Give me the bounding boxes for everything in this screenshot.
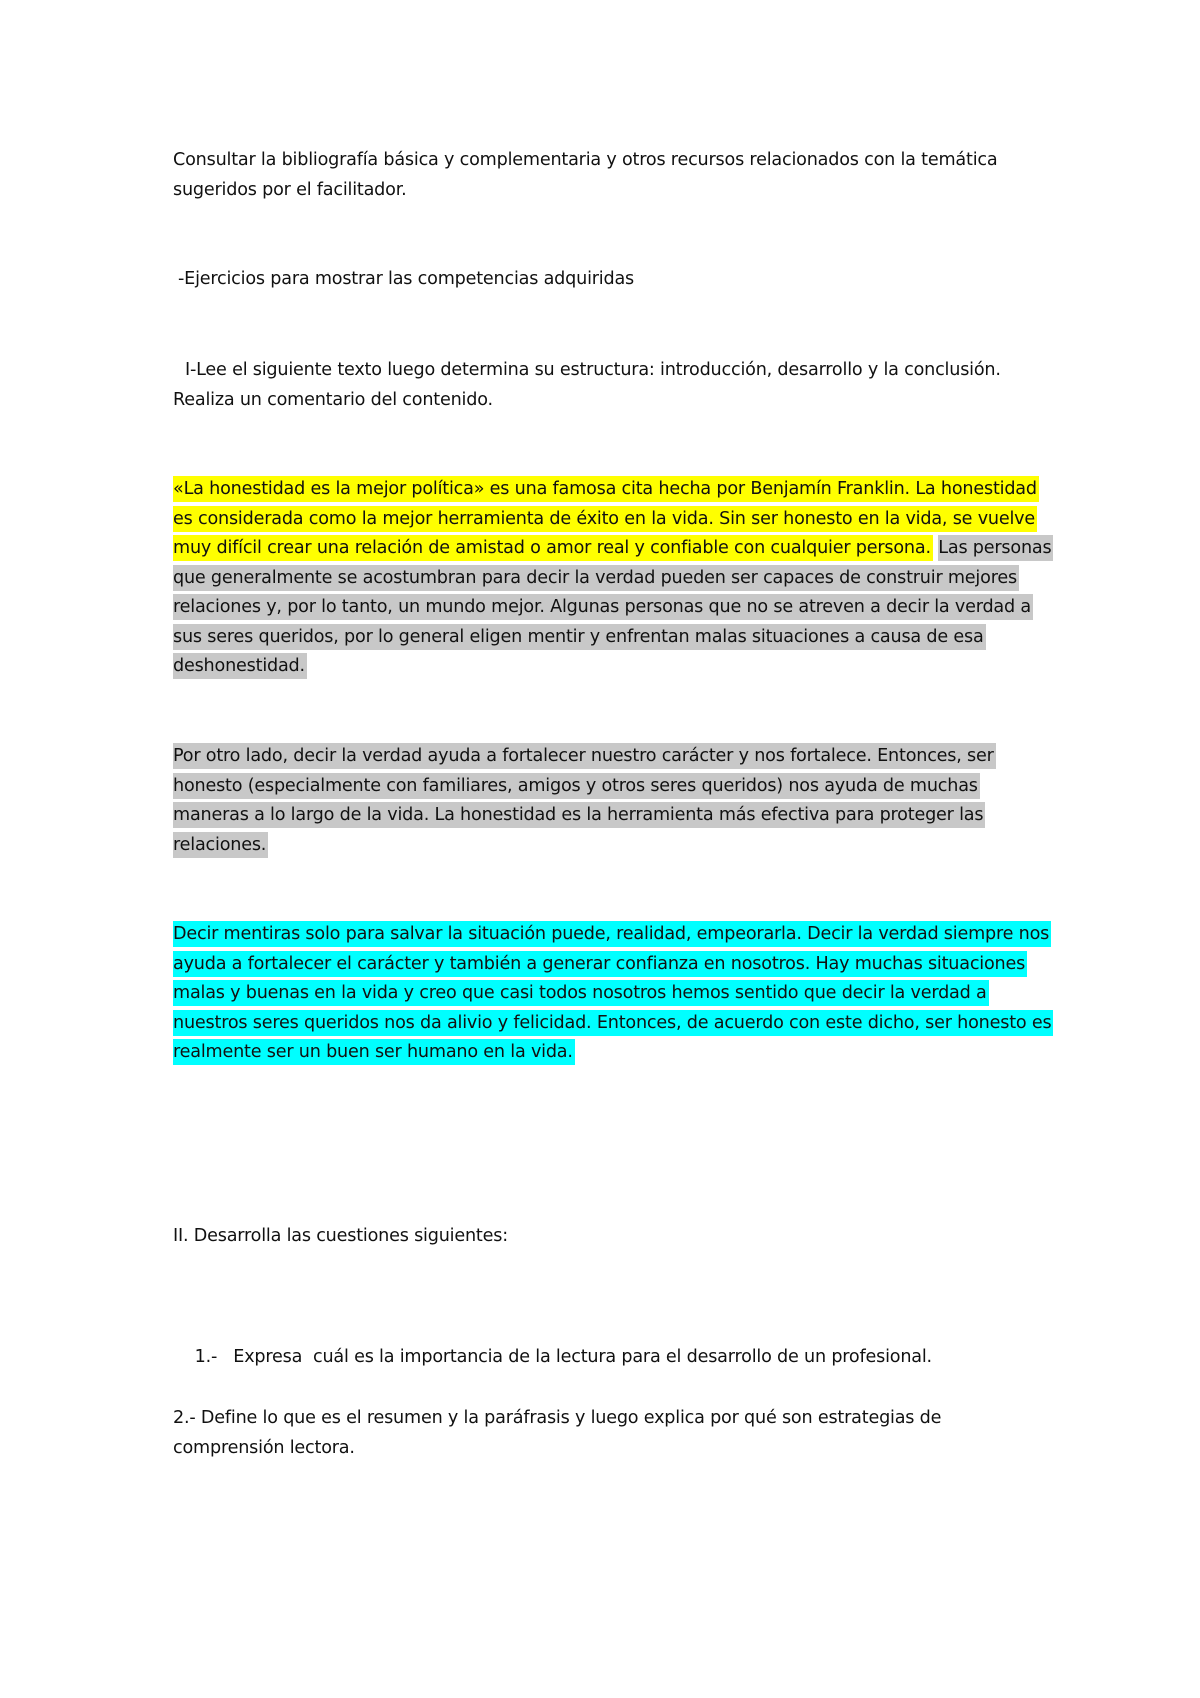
intro-paragraph xyxy=(173,146,1053,205)
instruction-paragraph xyxy=(173,356,1053,415)
exercises-heading xyxy=(178,265,1058,295)
question-2 xyxy=(173,1404,1053,1463)
passage-1-yellow-highlight: «La honestidad es la mejor política» es una famosa cita hecha por Benjamín Franklin. La honestidad es considerada como la mejor herramienta de éxito en la vida. Sin ser honesto en la vida, se vuelve muy difícil crear una relación de amistad o amor real y confiable con cualquier persona. xyxy=(173,476,1039,561)
passage-paragraph-2 xyxy=(173,742,1053,860)
intro-text: Consultar la bibliografía básica y complementaria y otros recursos relacionados con la temática sugeridos por el facilitador. xyxy=(173,150,998,200)
instruction-text: I-Lee el siguiente texto luego determina su estructura: introducción, desarrollo y la conclusión. Realiza un comentario del contenido. xyxy=(173,360,1001,410)
passage-paragraph-3 xyxy=(173,920,1053,1068)
passage-3-cyan-highlight: Decir mentiras solo para salvar la situación puede, realidad, empeorarla. Decir la verdad siempre nos ayuda a fortalecer el carácter y también a generar confianza en nosotros. Hay muchas situaciones malas y buenas en la vida y creo que casi todos nosotros hemos sentido que decir la verdad a nuestros seres queridos nos da alivio y felicidad. Entonces, de acuerdo con este dicho, ser honesto es realmente ser un buen ser humano en la vida. xyxy=(173,921,1053,1065)
exercises-heading-text: -Ejercicios para mostrar las competencias adquiridas xyxy=(178,269,634,289)
section-2-heading xyxy=(173,1222,1053,1252)
passage-paragraph-1 xyxy=(173,475,1053,682)
question-1 xyxy=(173,1313,1053,1402)
question-2-text: 2.- Define lo que es el resumen y la paráfrasis y luego explica por qué son estrategias de comprensión lectora. xyxy=(173,1408,942,1458)
question-1-text: 1.- Expresa cuál es la importancia de la lectura para el desarrollo de un profesional. xyxy=(194,1346,932,1367)
passage-1-gray-highlight: Las personas que generalmente se acostumbran para decir la verdad pueden ser capaces de construir mejores relaciones y, por lo tanto, un mundo mejor. Algunas personas que no se atreven a decir la verdad a sus seres queridos, por lo general eligen mentir y enfrentan malas situaciones a causa de esa deshonestidad. xyxy=(173,535,1053,679)
passage-2-gray-highlight: Por otro lado, decir la verdad ayuda a fortalecer nuestro carácter y nos fortalece. Entonces, ser honesto (especialmente con familiares, amigos y otros seres queridos) nos ayuda de muchas maneras a lo largo de la vida. La honestidad es la herramienta más efectiva para proteger las relaciones. xyxy=(173,743,996,858)
section-2-heading-text: II. Desarrolla las cuestiones siguientes: xyxy=(173,1226,508,1246)
